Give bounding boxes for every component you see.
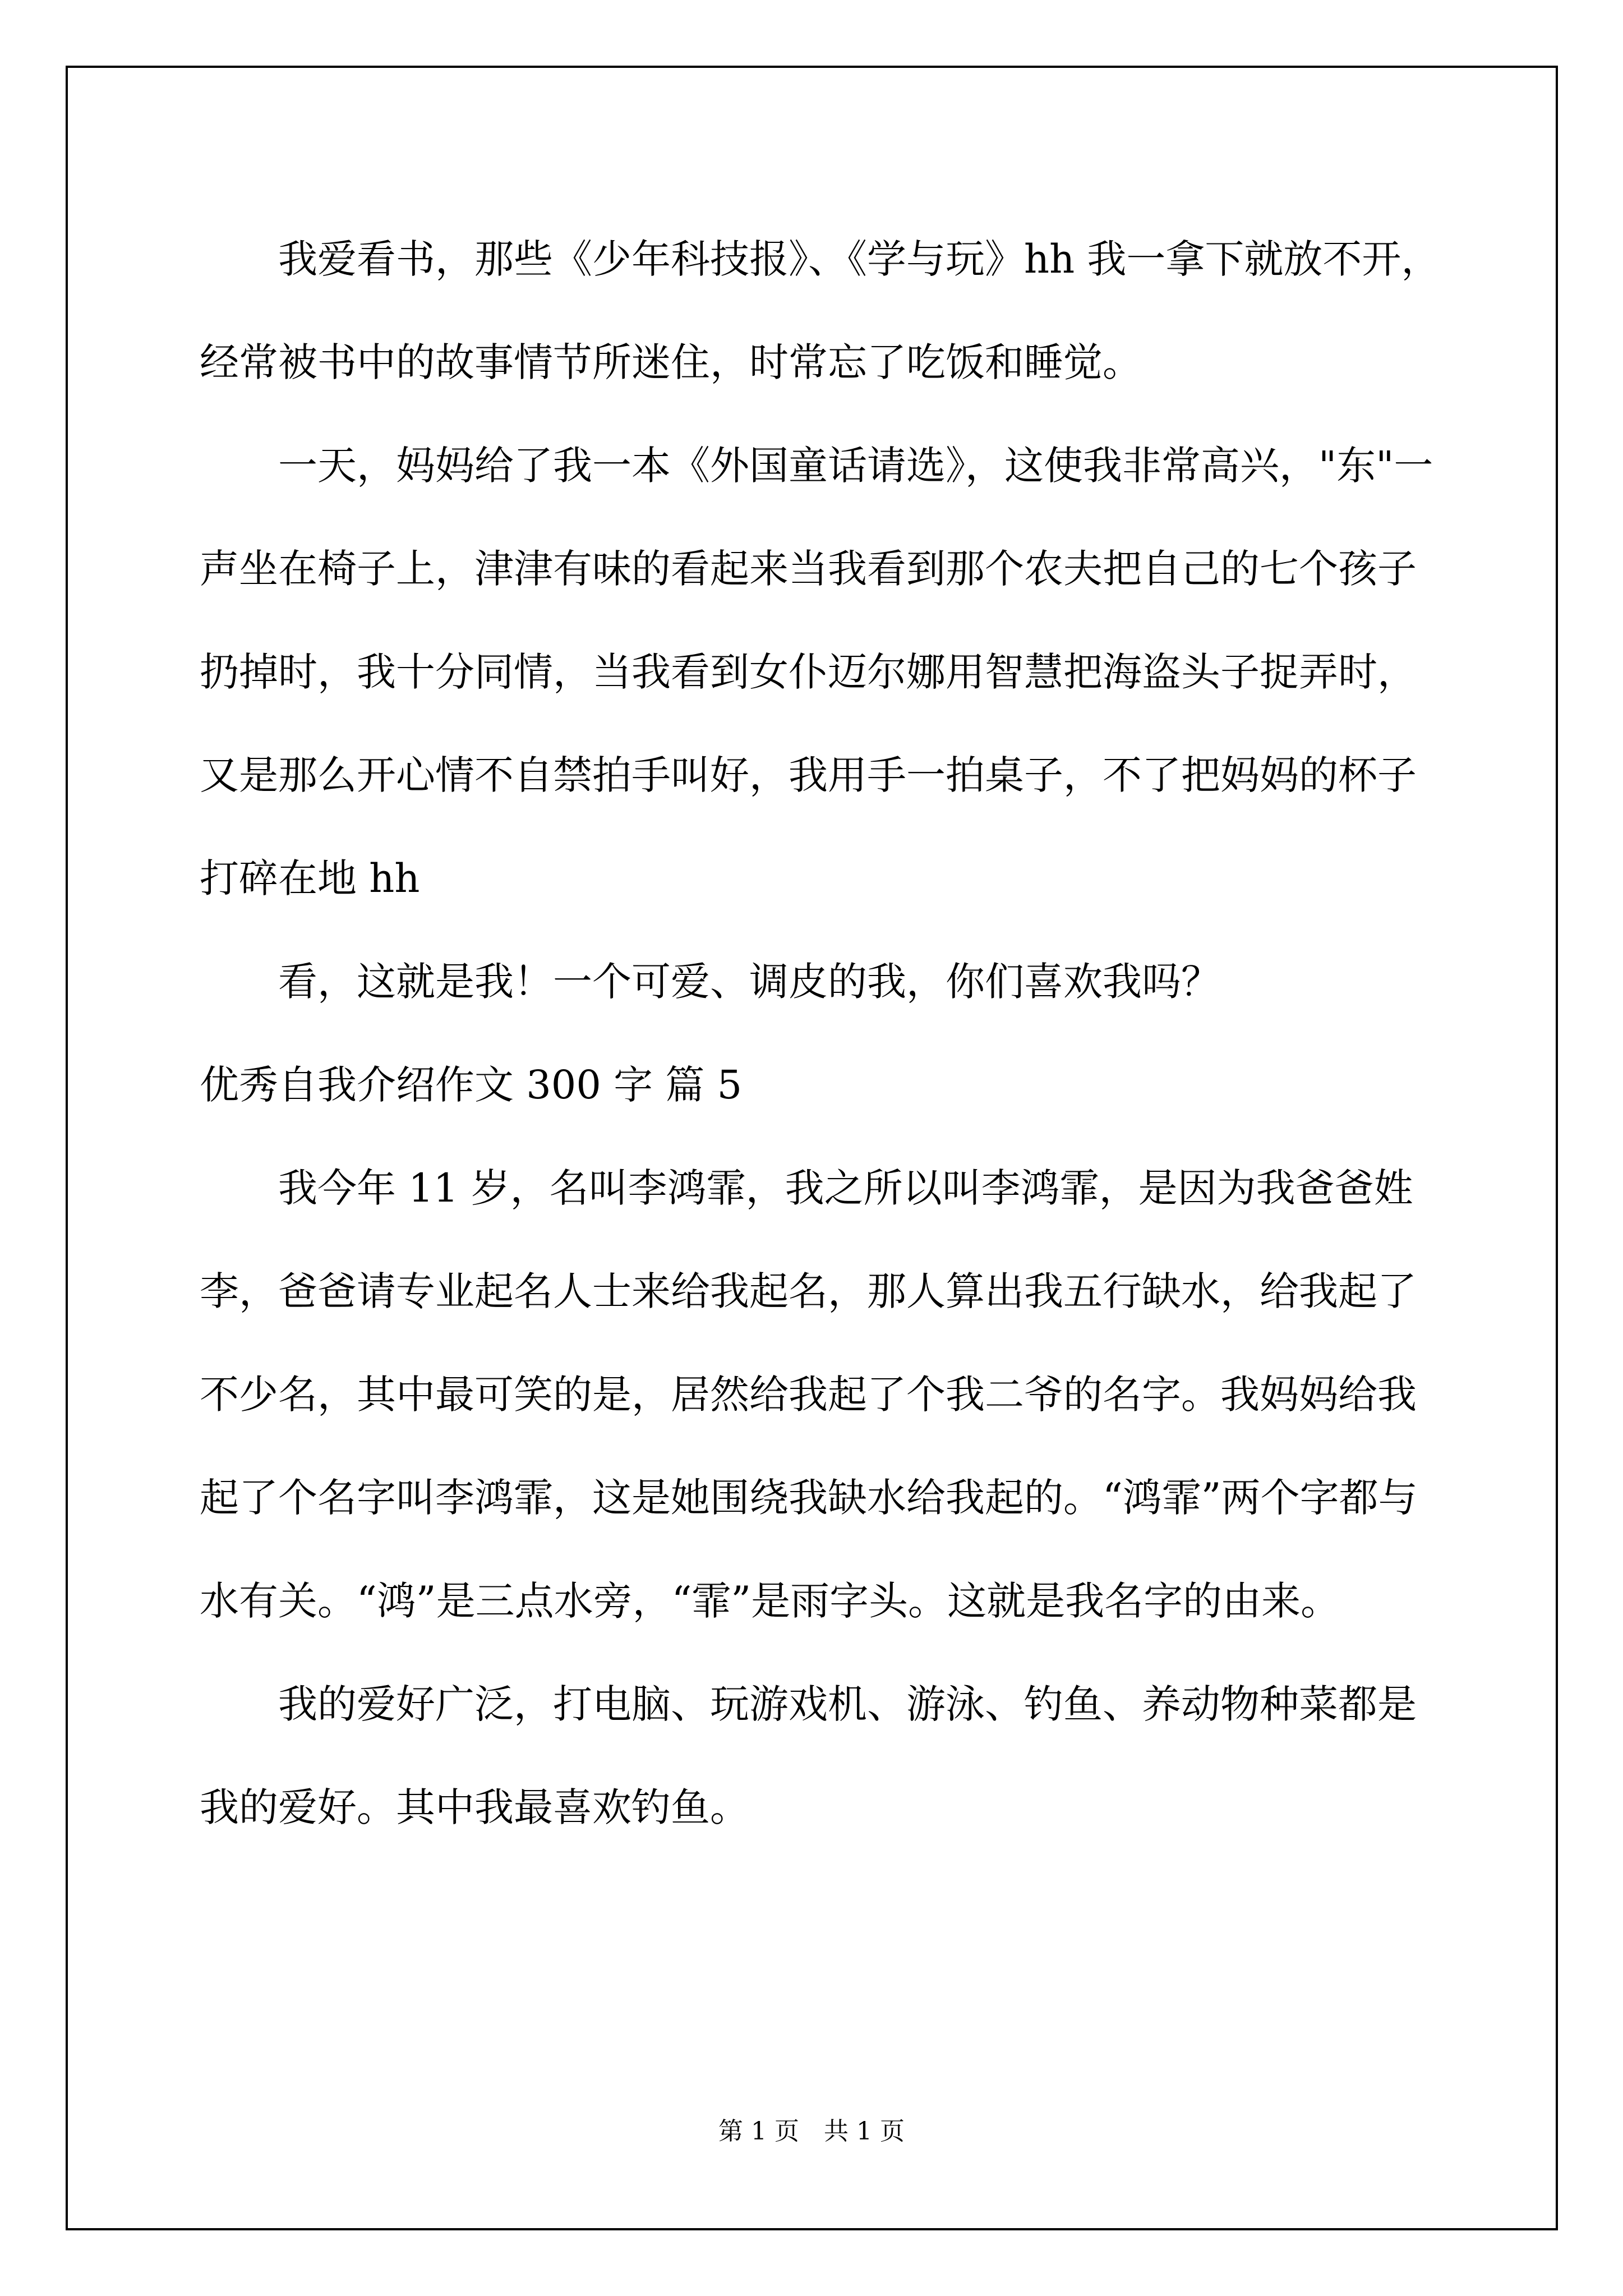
page-footer: 第 1 页 共 1 页 <box>718 2117 905 2146</box>
paragraph: 我今年 11 岁，名叫李鸿霏，我之所以叫李鸿霏，是因为我爸爸姓李，爸爸请专业起名人士来给我起名，那人算出我五行缺水，给我起了不少名，其中最可笑的是，居然给我起了个我二爷的名字。我妈妈给我起了个名字叫李鸿霏，这是她围绕我缺水给我起的。“鸿霏”两个字都与水有关。“鸿”是三点水旁，“霏”是雨字头。这就是我名字的由来。 <box>200 1165 1418 1624</box>
document-body <box>200 208 1450 1859</box>
paragraph: 我的爱好广泛，打电脑、玩游戏机、游泳、钓鱼、养动物种菜都是我的爱好。其中我最喜欢钓鱼。 <box>200 1681 1417 1830</box>
paragraph: 我爱看书，那些《少年科技报》、《学与玩》hh 我一拿下就放不开，经常被书中的故事情节所迷住，时常忘了吃饭和睡觉。 <box>200 236 1441 385</box>
paragraph: 看，这就是我！一个可爱、调皮的我，你们喜欢我吗？ <box>278 959 1220 1005</box>
section-heading: 优秀自我介绍作文 300 字 篇 5 <box>200 1062 743 1108</box>
paragraph: 一天，妈妈给了我一本《外国童话请选》，这使我非常高兴，"东"一声坐在椅子上，津津有味的看起来当我看到那个农夫把自己的七个孩子扔掉时，我十分同情，当我看到女仆迈尔娜用智慧把海盗头子捉弄时，又是那么开心情不自禁拍手叫好，我用手一拍桌子，不了把妈妈的杯子打碎在地 hh <box>200 443 1433 901</box>
